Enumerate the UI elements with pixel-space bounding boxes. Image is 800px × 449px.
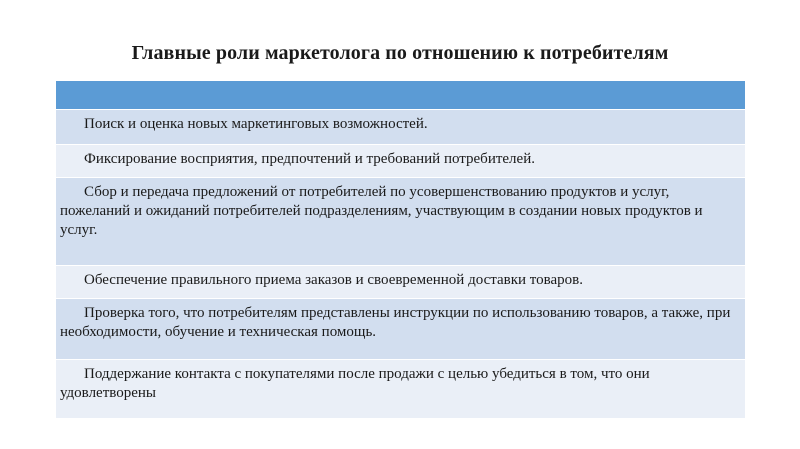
table-cell-text: Обеспечение правильного приема заказов и своевременной доставки товаров. (84, 272, 584, 288)
table-row (56, 266, 745, 299)
table-row (56, 145, 745, 178)
table-row (56, 360, 745, 419)
table-header-cell (56, 81, 745, 110)
table-row (56, 110, 745, 145)
table-row (56, 299, 745, 360)
table-row (56, 178, 745, 266)
roles-table (56, 81, 745, 419)
table-cell-text: Поиск и оценка новых маркетинговых возможностей. (84, 116, 428, 132)
table-cell-text: Проверка того, что потребителям представлены инструкции по использованию товаров, а также, при необходимости, обучение и техническая помощь. (60, 305, 731, 340)
table-header-row (56, 81, 745, 110)
table-cell-text: Фиксирование восприятия, предпочтений и требований потребителей. (84, 151, 535, 167)
slide-title: Главные роли маркетолога по отношению к потребителям (131, 42, 669, 64)
table-cell-text: Поддержание контакта с покупателями после продажи с целью убедиться в том, что они удовлетворены (60, 366, 650, 401)
table-cell-text: Сбор и передача предложений от потребителей по усовершенствованию продуктов и услуг, пожеланий и ожиданий потребителей подразделениям, участвующим в создании новых продуктов и услуг. (60, 184, 703, 238)
